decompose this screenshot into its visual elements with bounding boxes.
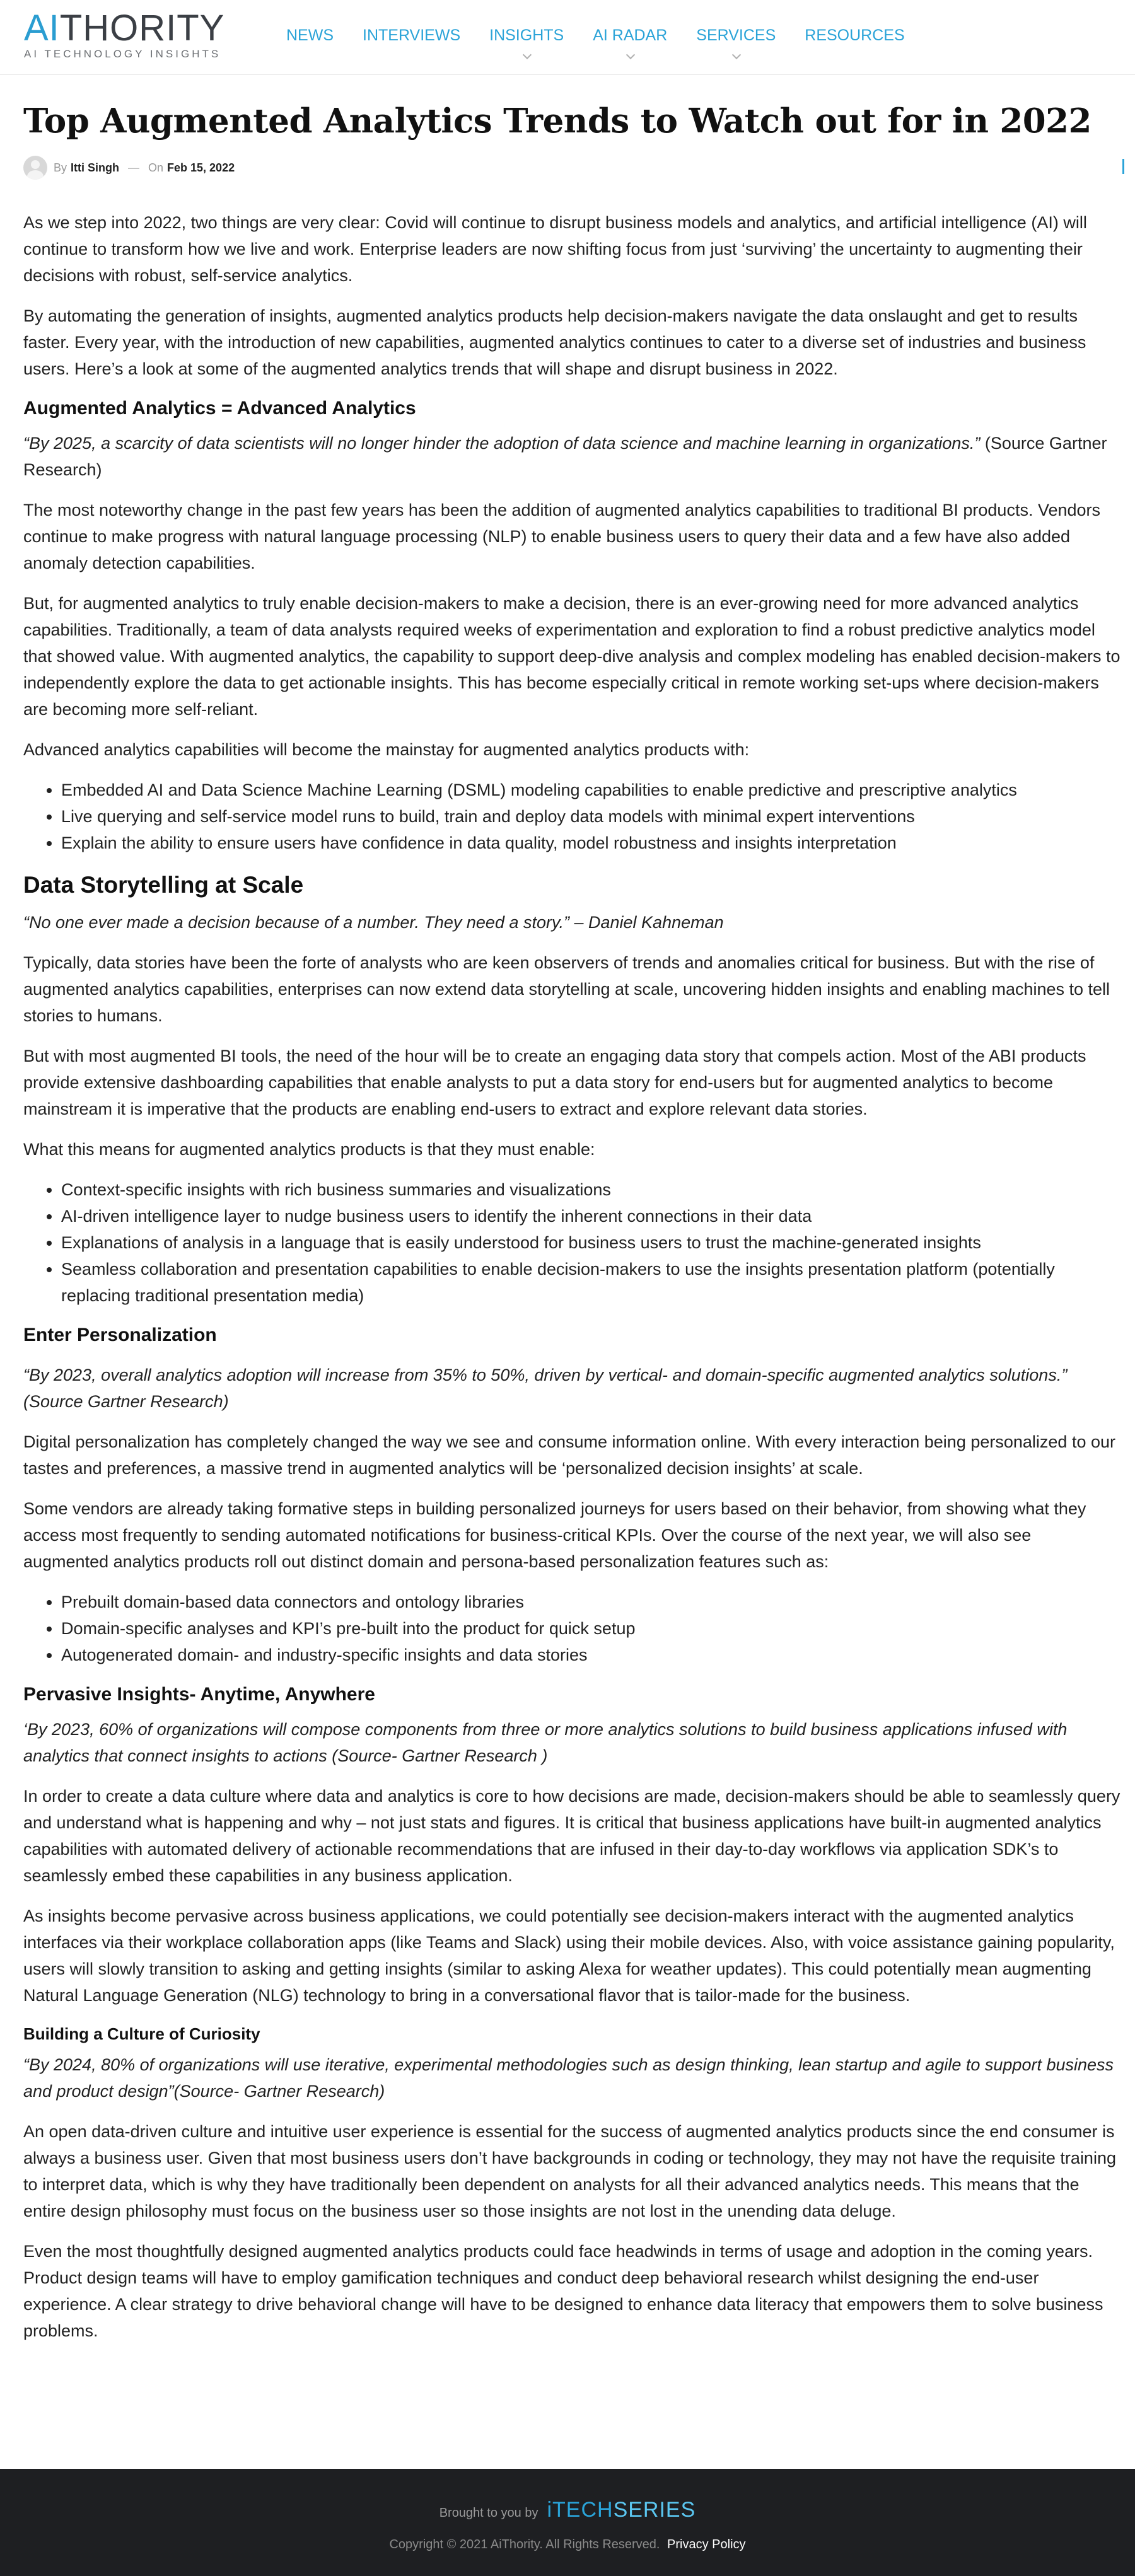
list-item: • Domain-specific analyses and KPI’s pre-built into the product for quick setup <box>61 1615 1120 1642</box>
section-3-paragraph-2: Some vendors are already taking formative steps in building personalized journeys for users based on their behavior, from showing what they access most frequently to sending automated notifications for business-critical KPIs. Over the course of the next year, we will also see augmented analytics products roll out distinct domain and persona-based personalization features such as: <box>23 1499 1086 1571</box>
avatar[interactable] <box>23 156 47 180</box>
section-heading-advanced-analytics: Augmented Analytics = Advanced Analytics <box>23 398 416 419</box>
section-1-paragraph-2: But, for augmented analytics to truly enable decision-makers to make a decision, there is an ever-growing need for more advanced analytics capabilities. Traditionally, a team of data analysts required weeks of experimentation and exploration to find a robust predictive analytics model that showed value. With augmented analytics, the capability to support deep-dive analysis and complex modeling has enabled decision-makers to independently explore the data to get actionable insights. This has become especially critical in remote working set-ups where decision-makers are becoming more self-reliant. <box>23 594 1120 719</box>
post-meta <box>23 154 1120 182</box>
list-item: • Seamless collaboration and presentation capabilities to enable decision-makers to use the insights presentation platform (potentially replacing traditional presentation media) <box>61 1256 1120 1309</box>
quote-text: “By 2025, a scarcity of data scientists will no longer hinder the adoption of data science and machine learning in organizations.” <box>23 434 981 453</box>
chevron-down-icon <box>732 50 741 59</box>
section-3-paragraph-1: Digital personalization has completely changed the way we see and consume information online. With every interaction being personalized to our tastes and preferences, a massive trend in augmented analytics will be ‘personalized decision insights’ at scale. <box>23 1432 1115 1478</box>
nav-ai-radar-label: AI RADAR <box>593 26 668 44</box>
list-item: • AI-driven intelligence layer to nudge business users to identify the inherent connections in their data <box>61 1203 1120 1229</box>
section-heading-pervasive-insights: Pervasive Insights- Anytime, Anywhere <box>23 1684 375 1705</box>
article <box>23 100 1120 2358</box>
site-logo[interactable] <box>24 9 257 59</box>
intro-paragraph-1: As we step into 2022, two things are very clear: Covid will continue to disrupt business models and analytics, and artificial intelligence (AI) will continue to transform how we live and work. Enterprise leaders are now shifting focus from just ‘surviving’ the uncertainty to augmenting their decisions with robust, self-service analytics. <box>23 213 1087 285</box>
brand-part-1: iTECH <box>547 2498 614 2522</box>
page-title: Top Augmented Analytics Trends to Watch out for in 2022 <box>23 102 1091 141</box>
section-2-list <box>23 1176 1120 1309</box>
privacy-policy-link[interactable]: Privacy Policy <box>667 2538 746 2551</box>
list-item: • Autogenerated domain- and industry-specific insights and data stories <box>61 1642 1120 1668</box>
section-5-paragraph-2: Even the most thoughtfully designed augmented analytics products could face headwinds in terms of usage and adoption in the coming years. Product design teams will have to employ gamification techniques and conduct deep behavioral research whilst designing the end-user experience. A clear strategy to drive behavioral change will have to be designed to enhance data literacy that empowers them to solve business problems. <box>23 2242 1103 2340</box>
section-1-list <box>23 777 1120 856</box>
nav-services-label: SERVICES <box>696 26 776 44</box>
nav-news-label: NEWS <box>286 26 334 44</box>
copyright-line <box>0 2538 1135 2552</box>
nav-insights-label: INSIGHTS <box>489 26 564 44</box>
section-2-paragraph-1: Typically, data stories have been the forte of analysts who are keen observers of trends and anomalies critical for business. But with the rise of augmented analytics capabilities, enterprises can now extend data storytelling at scale, uncovering hidden insights and enabling machines to tell stories to humans. <box>23 953 1110 1025</box>
brought-label: Brought to you by <box>439 2506 538 2520</box>
section-heading-culture-of-curiosity: Building a Culture of Curiosity <box>23 2024 260 2043</box>
logo-tagline: AI TECHNOLOGY INSIGHTS <box>24 48 221 60</box>
logo-ai-part: AI <box>24 8 60 49</box>
list-item: • Context-specific insights with rich business summaries and visualizations <box>61 1176 1120 1203</box>
main-nav <box>286 23 934 48</box>
sponsor-line <box>0 2498 1135 2522</box>
logo-rest-part: THORITY <box>59 8 225 49</box>
itechseries-logo[interactable] <box>547 2498 696 2522</box>
share-bar-marker <box>1122 159 1124 174</box>
list-item: • Live querying and self-service model runs to build, train and deploy data models with minimal expert interventions <box>61 803 1120 830</box>
section-3-list <box>23 1589 1120 1668</box>
section-5-paragraph-1: An open data-driven culture and intuitive user experience is essential for the success of augmented analytics products since the end consumer is always a business user. Given that most business users don’t have backgrounds in coding or technology, they may not have the requisite training to interpret data, which is why they have traditionally been dependent on analysts for all their advanced analytics needs. This means that the entire design philosophy must focus on the business user so those insights are not lost in the unending data deluge. <box>23 2122 1116 2220</box>
section-4-paragraph-1: In order to create a data culture where data and analytics is core to how decisions are made, decision-makers should be able to seamlessly query and understand what is happening and why – not just stats and figures. It is critical that business applications have built-in augmented analytics capabilities with automated delivery of actionable recommendations that are infused in their day-to-day workflows via application SDK’s to seamlessly embed these capabilities in any business application. <box>23 1787 1120 1885</box>
nav-resources-label: RESOURCES <box>805 26 905 44</box>
section-heading-personalization: Enter Personalization <box>23 1325 217 1345</box>
section-4-quote: ‘By 2023, 60% of organizations will compose components from three or more analytics solutions to build business applications infused with analytics that connect insights to actions (Source- Gartner Research ) <box>23 1720 1068 1765</box>
section-heading-data-storytelling: Data Storytelling at Scale <box>23 872 304 898</box>
nav-services[interactable] <box>696 23 776 48</box>
site-footer <box>0 2469 1135 2576</box>
nav-interviews-label: INTERVIEWS <box>363 26 461 44</box>
site-header <box>0 0 1135 75</box>
nav-insights[interactable] <box>489 23 564 48</box>
post-date: Feb 15, 2022 <box>167 161 235 174</box>
section-2-paragraph-3: What this means for augmented analytics products is that they must enable: <box>23 1140 595 1159</box>
list-item: • Embedded AI and Data Science Machine Learning (DSML) modeling capabilities to enable predictive and prescriptive analytics <box>61 777 1120 803</box>
nav-resources[interactable] <box>805 23 904 48</box>
nav-news[interactable] <box>286 23 334 48</box>
author-link[interactable]: Itti Singh <box>71 161 119 174</box>
intro-paragraph-2: By automating the generation of insights, augmented analytics products help decision-makers navigate the data onslaught and get to results faster. Every year, with the introduction of new capabilities, augmented analytics continues to cater to a diverse set of industries and business users. Here’s a look at some of the augmented analytics trends that will shape and disrupt business in 2022. <box>23 306 1086 378</box>
quote-source: (Source Gartner Research) <box>23 434 1107 479</box>
section-1-quote <box>23 430 1120 483</box>
list-item: • Prebuilt domain-based data connectors and ontology libraries <box>61 1589 1120 1615</box>
brand-part-2: SERIES <box>613 2498 696 2522</box>
section-5-quote: “By 2024, 80% of organizations will use iterative, experimental methodologies such as design thinking, lean startup and agile to support business and product design”(Source- Gartner Research) <box>23 2055 1114 2101</box>
list-item: • Explanations of analysis in a language that is easily understood for business users to trust the machine-generated insights <box>61 1229 1120 1256</box>
section-2-paragraph-2: But with most augmented BI tools, the need of the hour will be to create an engaging data story that compels action. Most of the ABI products provide extensive dashboarding capabilities that enable analysts to put a data story for end-users but for augmented analytics to become mainstream it is imperative that the products are enabling end-users to extract and explore relevant data stories. <box>23 1047 1086 1118</box>
meta-divider: — <box>128 161 139 174</box>
chevron-down-icon <box>523 50 532 59</box>
by-label: By <box>54 161 67 174</box>
section-4-paragraph-2: As insights become pervasive across business applications, we could potentially see decision-makers interact with the augmented analytics interfaces via their workplace collaboration apps (like Teams and Slack) using their mobile devices. Also, with voice assistance gaining popularity, users will slowly transition to asking and getting insights (similar to asking Alexa for weather updates). This could potentially mean augmenting Natural Language Generation (NLG) technology to bring in a conversational flavor that is tailor-made for the business. <box>23 1906 1115 2005</box>
section-3-quote: “By 2023, overall analytics adoption will increase from 35% to 50%, driven by vertical- and domain-specific augmented analytics solutions.” (Source Gartner Research) <box>23 1366 1068 1411</box>
logo-wordmark <box>24 9 257 48</box>
copyright-text: Copyright © 2021 AiThority. All Rights Reserved. <box>389 2538 660 2551</box>
nav-ai-radar[interactable] <box>593 23 667 48</box>
section-1-paragraph-3: Advanced analytics capabilities will become the mainstay for augmented analytics products with: <box>23 740 750 759</box>
list-item: • Explain the ability to ensure users have confidence in data quality, model robustness and insights interpretation <box>61 830 1120 856</box>
on-label: On <box>148 161 164 174</box>
nav-interviews[interactable] <box>363 23 460 48</box>
section-1-paragraph-1: The most noteworthy change in the past few years has been the addition of augmented analytics capabilities to traditional BI products. Vendors continue to make progress with natural language processing (NLP) to enable business users to query their data and a few have also added anomaly detection capabilities. <box>23 501 1101 572</box>
section-2-quote: “No one ever made a decision because of a number. They need a story.” – Daniel Kahneman <box>23 913 724 932</box>
chevron-down-icon <box>626 50 635 59</box>
